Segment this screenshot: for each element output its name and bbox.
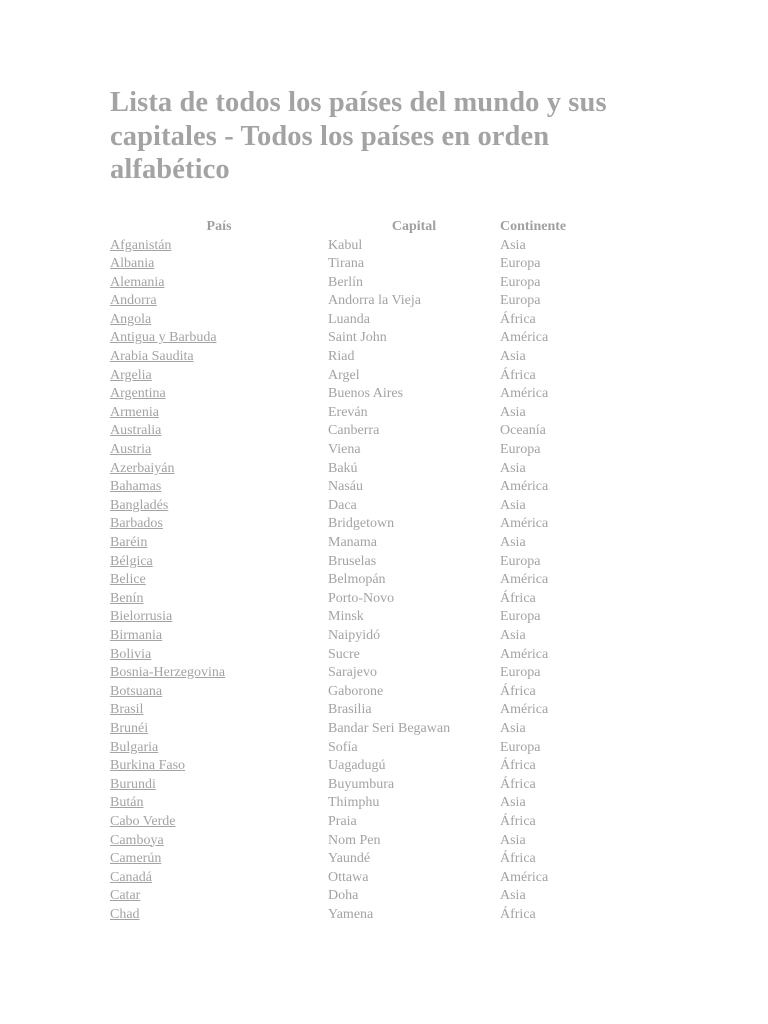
table-row — [110, 497, 650, 516]
country-link[interactable]: Australia — [110, 423, 162, 439]
table-row — [110, 776, 650, 795]
capital-cell: Andorra la Vieja — [328, 293, 421, 309]
country-link[interactable]: Camboya — [110, 832, 164, 848]
continent-cell: Europa — [500, 739, 541, 755]
capital-cell: Nasáu — [328, 479, 363, 495]
continent-cell: África — [500, 590, 536, 606]
capital-cell: Luanda — [328, 311, 370, 327]
continent-cell: Asia — [500, 535, 526, 550]
table-row — [110, 311, 650, 330]
header-pais: País — [206, 219, 232, 234]
table-row — [110, 813, 650, 832]
table-row — [110, 757, 650, 776]
country-cell — [110, 348, 328, 367]
country-link[interactable]: Catar — [110, 888, 141, 904]
country-cell — [110, 813, 328, 832]
capital-cell: Daca — [328, 497, 357, 513]
table-row — [110, 739, 650, 758]
continent-cell: América — [500, 330, 549, 346]
table-row — [110, 850, 650, 869]
continent-cell: África — [500, 776, 536, 792]
capital-cell: Minsk — [328, 609, 364, 625]
table-row — [110, 460, 650, 479]
country-link[interactable]: Baréin — [110, 535, 148, 550]
continent-cell: Asia — [500, 627, 526, 643]
capital-cell: Brasilia — [328, 702, 372, 718]
country-cell — [110, 311, 328, 330]
country-link[interactable]: Barbados — [110, 516, 163, 532]
table-row — [110, 348, 650, 367]
country-cell — [110, 515, 328, 534]
country-cell — [110, 776, 328, 795]
page-title: Lista de todos los países del mundo y sus capitales - Todos los países en orden alfabético — [110, 87, 607, 185]
country-link[interactable]: Belice — [110, 572, 146, 588]
country-link[interactable]: Azerbaiyán — [110, 460, 175, 476]
table-row — [110, 906, 650, 925]
table-row — [110, 404, 650, 423]
continent-cell: América — [500, 572, 549, 588]
continent-cell: Europa — [500, 609, 541, 625]
table-header-row — [110, 218, 650, 237]
continent-cell: América — [500, 479, 549, 495]
continent-cell: Asia — [500, 404, 526, 420]
header-continente: Continente — [500, 219, 567, 234]
capital-cell: Yaundé — [328, 851, 371, 867]
table-row — [110, 794, 650, 813]
continent-cell: África — [500, 906, 536, 922]
countries-table — [110, 218, 650, 925]
country-cell — [110, 794, 328, 813]
continent-cell: África — [500, 311, 536, 327]
continent-cell: Asia — [500, 832, 526, 848]
country-cell — [110, 739, 328, 758]
continent-cell: Asia — [500, 888, 526, 904]
table-row — [110, 646, 650, 665]
country-cell — [110, 664, 328, 683]
table-row — [110, 887, 650, 906]
country-cell — [110, 571, 328, 590]
country-link[interactable]: Benín — [110, 590, 144, 606]
continent-cell: América — [500, 702, 549, 718]
continent-cell: América — [500, 869, 549, 885]
table-row — [110, 701, 650, 720]
continent-cell: Asia — [500, 460, 526, 476]
capital-cell: Sucre — [328, 646, 360, 662]
continent-cell: África — [500, 851, 536, 867]
continent-cell: América — [500, 386, 549, 402]
country-cell — [110, 292, 328, 311]
country-link[interactable]: Birmania — [110, 627, 163, 643]
table-row — [110, 608, 650, 627]
country-cell — [110, 385, 328, 404]
country-link[interactable]: Afganistán — [110, 237, 172, 253]
capital-cell: Naipyidó — [328, 627, 381, 643]
capital-cell: Bandar Seri Begawan — [328, 720, 451, 736]
capital-cell: Uagadugú — [328, 758, 386, 774]
country-link[interactable]: Botsuana — [110, 683, 163, 699]
table-body — [110, 237, 650, 925]
capital-cell: Argel — [328, 367, 360, 383]
country-link[interactable]: Bélgica — [110, 553, 153, 569]
country-link[interactable]: Bulgaria — [110, 739, 159, 755]
country-cell — [110, 422, 328, 441]
country-link[interactable]: Camerún — [110, 851, 162, 867]
capital-cell: Sofía — [328, 739, 358, 755]
continent-cell: Europa — [500, 665, 541, 681]
country-cell — [110, 701, 328, 720]
continent-cell: África — [500, 758, 536, 774]
country-link[interactable]: Albania — [110, 256, 155, 272]
table-row — [110, 627, 650, 646]
continent-cell: América — [500, 646, 549, 662]
table-row — [110, 292, 650, 311]
capital-cell: Manama — [328, 535, 377, 550]
country-cell — [110, 255, 328, 274]
table-row — [110, 367, 650, 386]
country-cell — [110, 441, 328, 460]
country-link[interactable]: Alemania — [110, 274, 165, 290]
country-link[interactable]: Bielorrusia — [110, 609, 173, 625]
country-cell — [110, 478, 328, 497]
country-cell — [110, 646, 328, 665]
country-cell — [110, 553, 328, 572]
country-cell — [110, 590, 328, 609]
country-link[interactable]: Antigua y Barbuda — [110, 330, 217, 346]
country-cell — [110, 627, 328, 646]
continent-cell: Europa — [500, 274, 541, 290]
country-link[interactable]: Burkina Faso — [110, 758, 186, 774]
country-link[interactable]: Bahamas — [110, 479, 162, 495]
country-cell — [110, 850, 328, 869]
continent-cell: Europa — [500, 293, 541, 309]
table-row — [110, 720, 650, 739]
country-link[interactable]: Burundi — [110, 776, 156, 792]
continent-cell: América — [500, 516, 549, 532]
country-link[interactable]: Bolivia — [110, 646, 152, 662]
continent-cell: África — [500, 367, 536, 383]
table-row — [110, 869, 650, 888]
continent-cell: Europa — [500, 553, 541, 569]
table-row — [110, 571, 650, 590]
capital-cell: Gaborone — [328, 683, 384, 699]
table-row — [110, 329, 650, 348]
country-link[interactable]: Andorra — [110, 293, 157, 309]
header-capital: Capital — [391, 219, 437, 234]
capital-cell: Buyumbura — [328, 776, 395, 792]
country-cell — [110, 887, 328, 906]
country-link[interactable]: Austria — [110, 442, 152, 458]
country-cell — [110, 329, 328, 348]
country-cell — [110, 404, 328, 423]
country-cell — [110, 367, 328, 386]
capital-cell: Buenos Aires — [328, 386, 404, 402]
capital-cell: Bruselas — [328, 553, 377, 569]
country-link[interactable]: Cabo Verde — [110, 813, 176, 829]
country-cell — [110, 906, 328, 925]
capital-cell: Praia — [328, 813, 357, 829]
table-row — [110, 832, 650, 851]
country-cell — [110, 869, 328, 888]
table-row — [110, 553, 650, 572]
capital-cell: Thimphu — [328, 795, 380, 811]
capital-cell: Kabul — [328, 237, 363, 253]
country-cell — [110, 720, 328, 739]
capital-cell: Yamena — [328, 906, 374, 922]
capital-cell: Berlín — [328, 274, 363, 290]
country-cell — [110, 497, 328, 516]
continent-cell: Asia — [500, 497, 526, 513]
country-link[interactable]: Armenia — [110, 404, 159, 420]
country-link[interactable]: Bosnia-Herzegovina — [110, 665, 226, 681]
continent-cell: Asia — [500, 795, 526, 811]
country-link[interactable]: Bangladés — [110, 497, 169, 513]
table-row — [110, 385, 650, 404]
table-row — [110, 664, 650, 683]
table-row — [110, 478, 650, 497]
capital-cell: Riad — [328, 349, 355, 365]
continent-cell: Asia — [500, 349, 526, 365]
capital-cell: Tirana — [328, 256, 365, 272]
country-link[interactable]: Argelia — [110, 367, 152, 383]
country-cell — [110, 274, 328, 293]
table-row — [110, 683, 650, 702]
document-page — [110, 86, 670, 924]
capital-cell: Saint John — [328, 330, 387, 346]
country-cell — [110, 757, 328, 776]
country-link[interactable]: Brunéi — [110, 720, 149, 736]
table-row — [110, 590, 650, 609]
country-link[interactable]: Arabia Saudita — [110, 349, 194, 365]
capital-cell: Canberra — [328, 423, 380, 439]
capital-cell: Doha — [328, 888, 359, 904]
capital-cell: Porto-Novo — [328, 590, 395, 606]
table-row — [110, 422, 650, 441]
country-cell — [110, 683, 328, 702]
country-cell — [110, 237, 328, 256]
table-row — [110, 237, 650, 256]
continent-cell: África — [500, 683, 536, 699]
country-cell — [110, 608, 328, 627]
capital-cell: Viena — [328, 442, 361, 458]
table-row — [110, 274, 650, 293]
country-cell — [110, 460, 328, 479]
country-link[interactable]: Bután — [110, 795, 144, 811]
country-cell — [110, 534, 328, 553]
table-row — [110, 255, 650, 274]
capital-cell: Belmopán — [328, 572, 386, 588]
country-link[interactable]: Brasil — [110, 702, 144, 718]
continent-cell: África — [500, 813, 536, 829]
capital-cell: Bridgetown — [328, 516, 395, 532]
capital-cell: Bakú — [328, 460, 358, 476]
continent-cell: Oceanía — [500, 423, 546, 439]
capital-cell: Nom Pen — [328, 832, 381, 848]
continent-cell: Asia — [500, 720, 526, 736]
continent-cell: Europa — [500, 256, 541, 272]
table-row — [110, 534, 650, 553]
country-link[interactable]: Angola — [110, 311, 152, 327]
country-link[interactable]: Chad — [110, 906, 140, 922]
country-link[interactable]: Canadá — [110, 869, 152, 885]
table-row — [110, 441, 650, 460]
country-cell — [110, 832, 328, 851]
table-row — [110, 515, 650, 534]
capital-cell: Sarajevo — [328, 665, 377, 681]
continent-cell: Asia — [500, 237, 526, 253]
capital-cell: Ereván — [328, 404, 368, 420]
continent-cell: Europa — [500, 442, 541, 458]
capital-cell: Ottawa — [328, 869, 369, 885]
country-link[interactable]: Argentina — [110, 386, 166, 402]
